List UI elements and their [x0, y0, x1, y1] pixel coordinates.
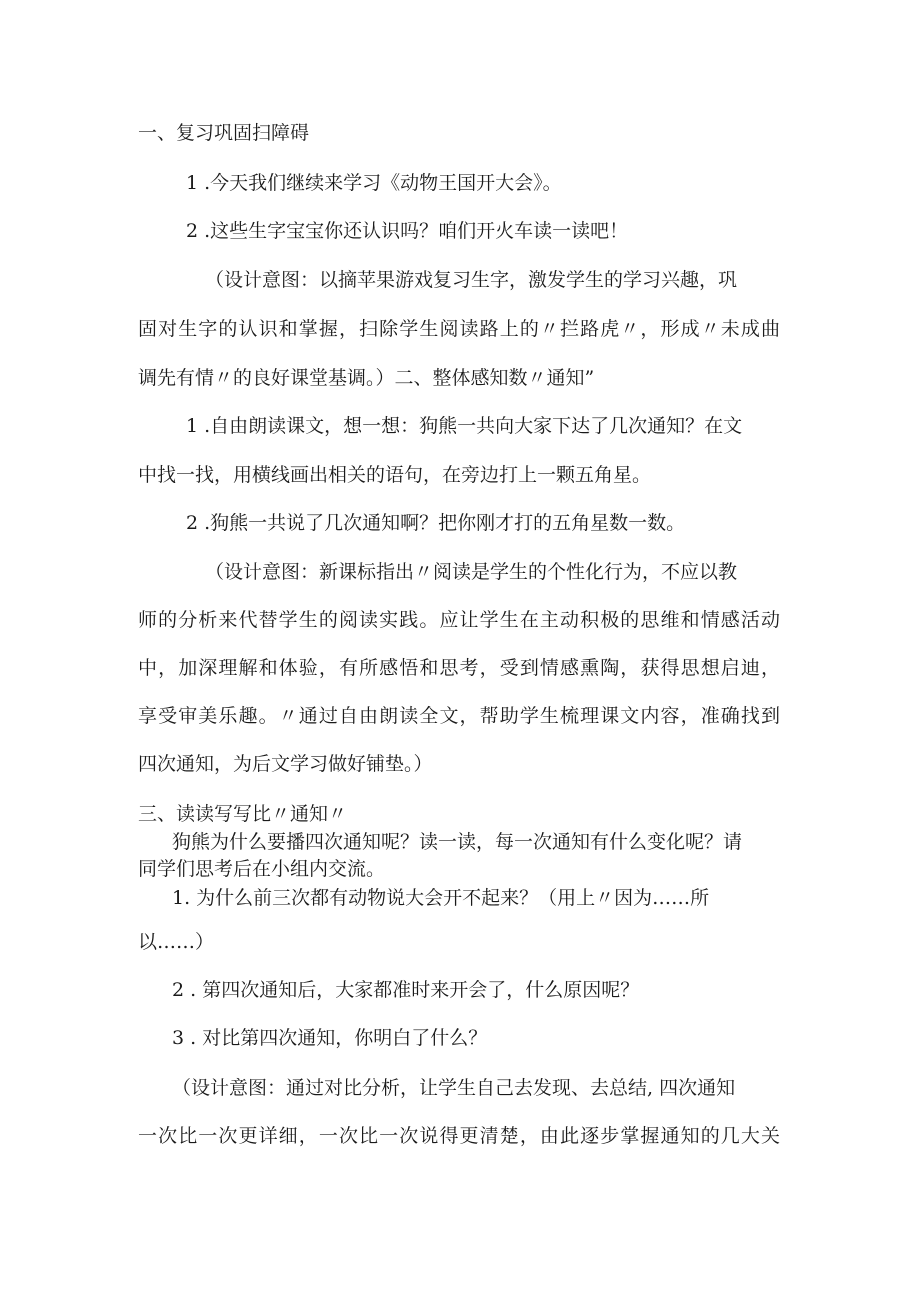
paragraph-line: 2 . 第四次通知后，大家都准时来开会了，什么原因呢？: [172, 979, 640, 1001]
paragraph-line: 师的分析来代替学生的阅读实践。应让学生在主动积极的思维和情感活动: [138, 609, 780, 631]
paragraph-line: 中，加深理解和体验，有所感悟和思考，受到情感熏陶，获得思想启迪，: [138, 657, 780, 679]
paragraph-line: 享受审美乐趣。〃通过自由朗读全文，帮助学生梳理课文内容，准确找到: [138, 705, 780, 727]
section-heading-3: 三、读读写写比〃通知〃: [138, 803, 348, 825]
paragraph-line: 四次通知，为后文学习做好铺垫。）: [138, 753, 433, 775]
section-heading-1: 一、复习巩固扫障碍: [138, 122, 310, 144]
paragraph-line: 1. 为什么前三次都有动物说大会开不起来？（用上〃因为……所: [172, 887, 710, 909]
paragraph-line: （设计意图：以摘苹果游戏复习生字，激发学生的学习兴趣，巩: [205, 269, 738, 291]
paragraph-line: 一次比一次更详细，一次比一次说得更清楚，由此逐步掌握通知的几大关: [138, 1125, 780, 1147]
paragraph-line: （设计意图：通过对比分析，让学生自己去发现、去总结, 四次通知: [172, 1077, 736, 1099]
paragraph-line: 以……）: [138, 931, 215, 953]
paragraph-line: 中找一找，用横线画出相关的语句，在旁边打上一颗五角星。: [138, 464, 652, 486]
paragraph-line: 固对生字的认识和掌握，扫除学生阅读路上的〃拦路虎〃，形成〃未成曲: [138, 318, 780, 340]
paragraph-line: 2 .这些生字宝宝你还认识吗？咱们开火车读一读吧！: [186, 220, 629, 242]
paragraph-line: （设计意图：新课标指出〃阅读是学生的个性化行为，不应以教: [205, 561, 738, 583]
paragraph-line: 1 .今天我们继续来学习《动物王国开大会》。: [186, 172, 562, 194]
paragraph-line: 狗熊为什么要播四次通知呢？读一读，每一次通知有什么变化呢？请: [172, 831, 743, 853]
paragraph-line: 同学们思考后在小组内交流。: [138, 858, 386, 880]
paragraph-line: 2 .狗熊一共说了几次通知啊？把你刚才打的五角星数一数。: [186, 512, 686, 534]
paragraph-line: 1 .自由朗读课文，想一想：狗熊一共向大家下达了几次通知？在文: [186, 415, 743, 437]
paragraph-line: 调先有情〃的良好课堂基调。）二、整体感知数〃通知”: [138, 367, 595, 389]
paragraph-line: 3 . 对比第四次通知，你明白了什么？: [172, 1027, 488, 1049]
